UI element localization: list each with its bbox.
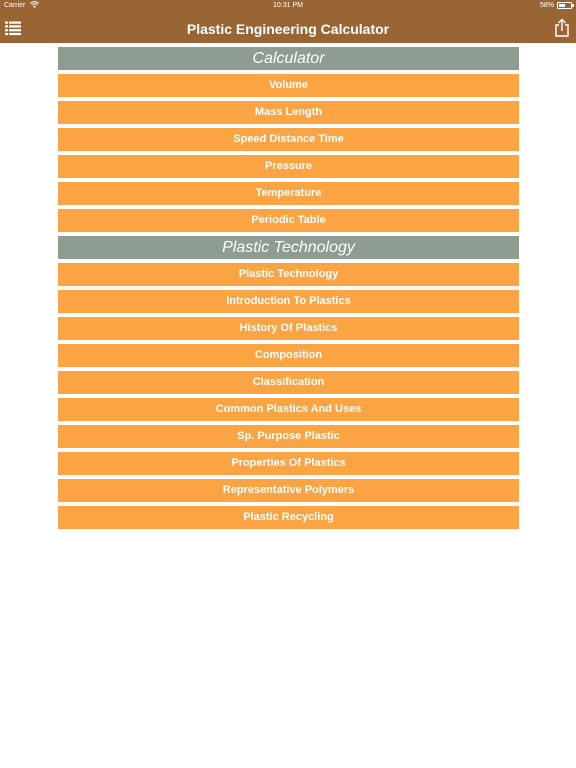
top-bar bbox=[0, 0, 576, 43]
menu-item-introduction-to-plastics[interactable]: Introduction To Plastics bbox=[58, 290, 519, 313]
menu-item-pressure[interactable]: Pressure bbox=[58, 155, 519, 178]
page-title: Plastic Engineering Calculator bbox=[186, 21, 390, 37]
menu-item-temperature[interactable]: Temperature bbox=[58, 182, 519, 205]
clock: 10:31 PM bbox=[273, 2, 303, 9]
menu-item-plastic-recycling[interactable]: Plastic Recycling bbox=[58, 506, 519, 529]
carrier-label: Carrier bbox=[4, 2, 26, 9]
menu-item-composition[interactable]: Composition bbox=[58, 344, 519, 367]
menu-item-plastic-technology[interactable]: Plastic Technology bbox=[58, 263, 519, 286]
menu-list bbox=[58, 47, 519, 533]
share-icon[interactable] bbox=[554, 18, 570, 38]
status-bar bbox=[0, 0, 576, 12]
battery-icon bbox=[557, 2, 572, 9]
menu-item-common-plastics-and-uses[interactable]: Common Plastics And Uses bbox=[58, 398, 519, 421]
menu-item-properties-of-plastics[interactable]: Properties Of Plastics bbox=[58, 452, 519, 475]
section-header-calculator: Calculator bbox=[58, 47, 519, 70]
menu-item-classification[interactable]: Classification bbox=[58, 371, 519, 394]
menu-item-mass-length[interactable]: Mass Length bbox=[58, 101, 519, 124]
navigation-bar bbox=[0, 14, 576, 43]
menu-item-representative-polymers[interactable]: Representative Polymers bbox=[58, 479, 519, 502]
menu-item-periodic-table[interactable]: Periodic Table bbox=[58, 209, 519, 232]
battery-percent: 58% bbox=[539, 2, 554, 9]
menu-item-volume[interactable]: Volume bbox=[58, 74, 519, 97]
section-header-plastic-technology: Plastic Technology bbox=[58, 236, 519, 259]
menu-item-special-purpose-plastic[interactable]: Sp. Purpose Plastic bbox=[58, 425, 519, 448]
menu-item-history-of-plastics[interactable]: History Of Plastics bbox=[58, 317, 519, 340]
menu-item-speed-distance-time[interactable]: Speed Distance Time bbox=[58, 128, 519, 151]
